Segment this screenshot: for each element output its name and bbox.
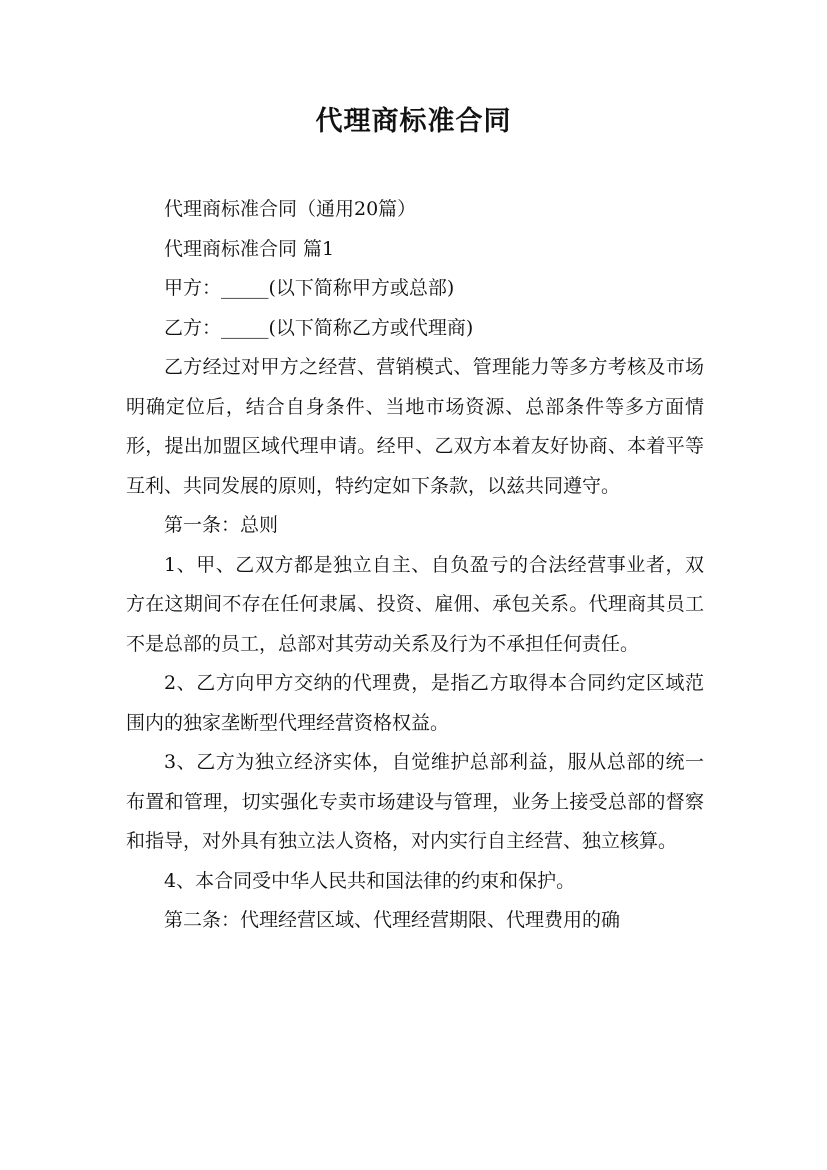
document-body [126, 190, 704, 941]
clause-paragraph: 4、本合同受中华人民共和国法律的约束和保护。 [164, 869, 576, 892]
subtitle-paragraph: 代理商标准合同（通用20篇） [164, 198, 417, 220]
article-heading: 第一条：总则 [164, 514, 279, 536]
clause-paragraph: 2、乙方向甲方交纳的代理费，是指乙方取得本合同约定区域范围内的独家垄断型代理经营资格权益。 [126, 672, 704, 734]
article-heading: 第二条：代理经营区域、代理经营期限、代理费用的确 [164, 909, 621, 931]
clause-paragraph: 3、乙方为独立经济实体，自觉维护总部利益，服从总部的统一布置和管理，切实强化专卖市场建设与管理，业务上接受总部的督察和指导，对外具有独立法人资格，对内实行自主经营、独立核算。 [126, 751, 704, 852]
preamble-paragraph: 乙方经过对甲方之经营、营销模式、管理能力等多方考核及市场明确定位后，结合自身条件、当地市场资源、总部条件等多方面情形，提出加盟区域代理申请。经甲、乙双方本着友好协商、本着平等互利、共同发展的原则，特约定如下条款，以兹共同遵守。 [126, 356, 704, 497]
clause-paragraph: 1、甲、乙双方都是独立自主、自负盈亏的合法经营事业者，双方在这期间不存在任何隶属、投资、雇佣、承包关系。代理商其员工不是总部的员工，总部对其劳动关系及行为不承担任何责任。 [126, 553, 704, 655]
section-heading: 代理商标准合同 篇1 [164, 237, 335, 260]
document-title: 代理商标准合同 [315, 106, 512, 137]
party-a-line: 甲方：_____(以下简称甲方或总部) [164, 277, 455, 299]
party-b-line: 乙方：_____(以下简称乙方或代理商) [164, 316, 474, 339]
